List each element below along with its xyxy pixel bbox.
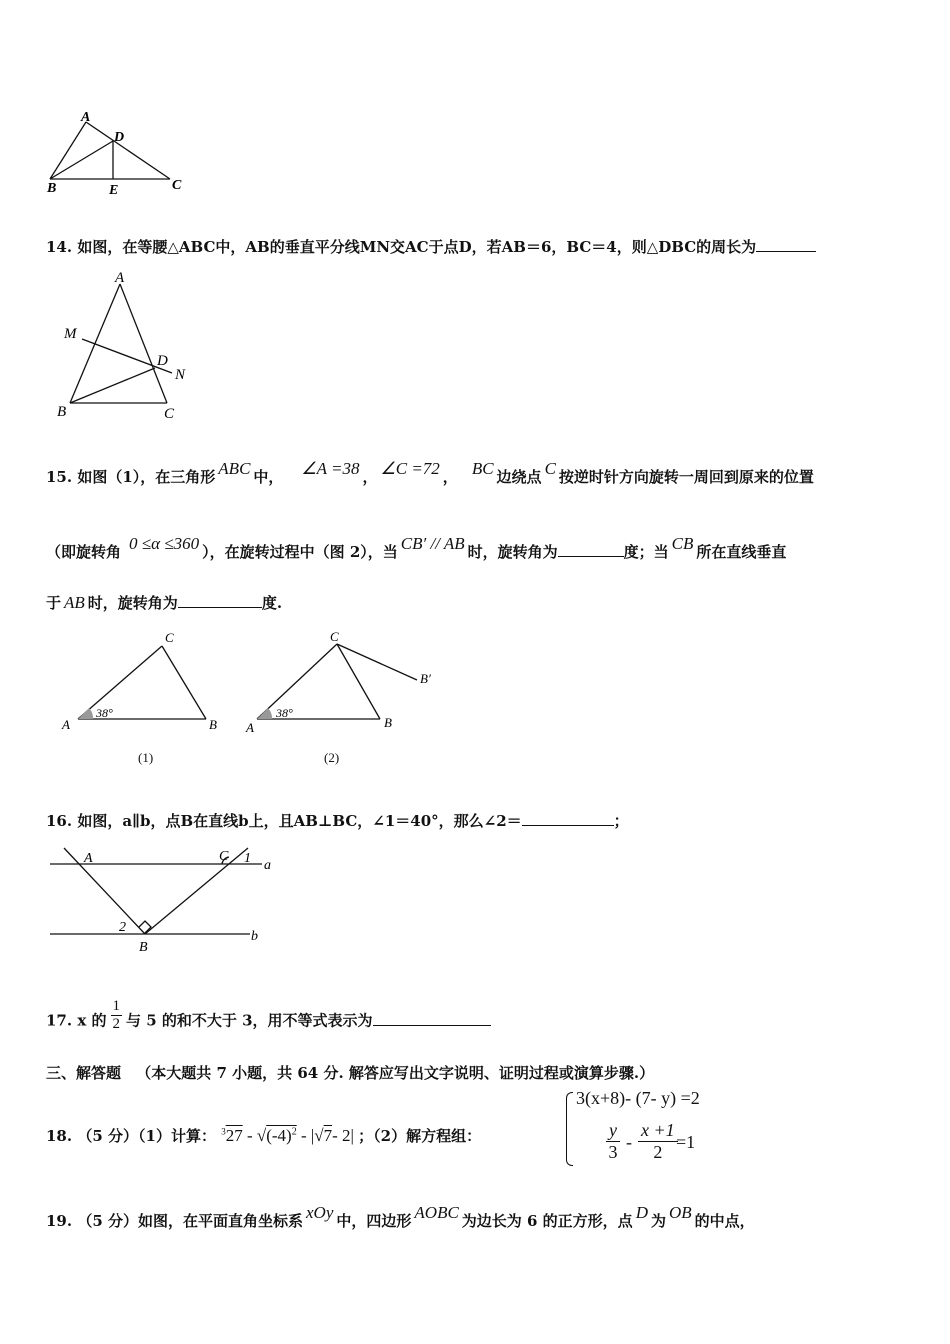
text: ； <box>613 812 629 830</box>
label-a: A <box>62 717 70 732</box>
square-root <box>266 1126 296 1145</box>
label-b: B <box>57 404 67 420</box>
answer-blank-2[interactable] <box>178 607 262 608</box>
eq2-y: y <box>606 1120 620 1142</box>
brace <box>566 1092 573 1166</box>
text: 为边长为 6 的正方形，点 <box>461 1212 633 1230</box>
fraction <box>111 998 123 1033</box>
label-angle-2: 38° <box>276 706 293 720</box>
text: （5 分）如图，在平面直角坐标系 <box>77 1212 304 1230</box>
figure-q16 <box>0 840 950 960</box>
math-parallel: CB′ // AB <box>400 534 465 553</box>
text: 所在直线垂直 <box>696 543 787 561</box>
question-19 <box>46 1203 755 1231</box>
text: ， <box>442 468 458 486</box>
label-angle-1: 1 <box>244 851 251 866</box>
equation-system <box>566 1088 746 1168</box>
text: 中， <box>253 468 284 486</box>
math-abc: ABC <box>218 459 251 478</box>
segment-ab <box>50 122 86 179</box>
label-a: A <box>84 851 93 866</box>
math-range: 0 ≤α ≤360 <box>129 534 200 553</box>
section-description: （本大题共 7 小题，共 64 分. 解答应写出文字说明、证明过程或演算步骤.） <box>136 1064 655 1082</box>
label-c: C <box>219 849 229 864</box>
text: 如图（1），在三角形 <box>77 468 216 486</box>
segment-ac <box>120 284 167 403</box>
label-c: C <box>165 630 174 645</box>
abs-radicand: 7 <box>323 1126 333 1145</box>
math-angle-a: ∠A =38 <box>301 459 360 478</box>
question-number: 17. <box>46 1011 73 1030</box>
calc-expression: $^327 - √(-4)^2 - |√7-$ 2| <box>221 1126 354 1145</box>
question-number: 19. <box>46 1212 73 1230</box>
eq2-2: 2 <box>653 1142 663 1162</box>
label-m: M <box>64 326 77 342</box>
eq2-x: x +1 <box>638 1120 678 1142</box>
text: x 的 <box>77 1011 107 1030</box>
label-b-2: B <box>384 715 392 730</box>
question-15-line-3 <box>46 592 282 613</box>
label-c: C <box>172 178 182 193</box>
question-number: 14. <box>46 238 73 256</box>
exponent: 2 <box>291 1126 297 1138</box>
segment-ac-2 <box>257 644 337 719</box>
segment-cb-prime <box>337 644 417 680</box>
label-b: B <box>139 940 148 955</box>
fraction-denominator: 2 <box>112 1016 121 1032</box>
math-bc: BC <box>471 459 494 478</box>
segment-cb <box>162 646 206 719</box>
angle-marker <box>78 708 93 719</box>
eq2-rhs: =1 <box>676 1132 696 1152</box>
math-cb: CB <box>671 534 694 553</box>
label-b: B <box>47 181 57 196</box>
math-ob: OB <box>668 1203 692 1222</box>
figure-q13 <box>0 0 950 200</box>
label-d: D <box>114 130 125 145</box>
label-angle: 38° <box>96 706 113 720</box>
question-17 <box>46 998 491 1039</box>
text: （5 分）（1）计算： <box>77 1127 216 1145</box>
text: ），在旋转过程中（图 2），当 <box>202 543 398 561</box>
answer-blank-1[interactable] <box>558 556 624 557</box>
equation-1: 3(x+8)- (7- y) =2 <box>576 1088 700 1108</box>
question-15-line-1 <box>46 459 814 487</box>
segment-cb-2 <box>337 644 380 719</box>
text: 与 5 的和不大于 3，用不等式表示为 <box>126 1011 373 1030</box>
text: 于 <box>46 594 62 612</box>
sqrt-radicand: (-4) <box>266 1126 292 1145</box>
math-angle-c: ∠C =72 <box>380 459 440 478</box>
label-b: B <box>209 717 217 732</box>
figure-q14 <box>0 260 950 430</box>
fraction-numerator: 1 <box>112 998 121 1014</box>
text: 中，四边形 <box>336 1212 412 1230</box>
text: 度. <box>261 594 283 612</box>
label-e: E <box>109 183 119 198</box>
angle-marker-2 <box>257 708 272 719</box>
caption-fig-2: (2) <box>324 750 340 765</box>
eq2-3: 3 <box>608 1142 618 1162</box>
question-18 <box>46 1125 481 1146</box>
label-n: N <box>175 367 186 383</box>
text: 的中点， <box>694 1212 755 1230</box>
question-14 <box>46 236 816 257</box>
math-d: D <box>635 1203 648 1222</box>
label-d: D <box>157 353 168 369</box>
cube-root: 27 <box>225 1126 243 1145</box>
segment-bd <box>50 141 113 179</box>
question-16 <box>46 810 629 831</box>
label-b-prime: B′ <box>420 671 431 686</box>
text: 度；当 <box>623 543 669 561</box>
label-a: A <box>81 110 91 125</box>
section-title: 三、解答题 <box>46 1064 122 1082</box>
label-c-2: C <box>330 629 339 644</box>
segment-ac <box>86 122 170 179</box>
figure-q15-1 <box>0 625 460 775</box>
text: 时，旋转角为 <box>467 543 558 561</box>
label-c: C <box>164 406 175 422</box>
text: 边绕点 <box>496 468 542 486</box>
answer-blank[interactable] <box>373 1025 491 1026</box>
question-number: 16. <box>46 812 73 830</box>
eq2-frac-1 <box>606 1120 620 1163</box>
abs-tail: - 2 <box>332 1126 351 1145</box>
question-text: 如图，a∥b，点B在直线b上，且AB⊥BC，∠1＝40°，那么∠2＝ <box>77 812 522 830</box>
label-angle-2: 2 <box>119 920 126 935</box>
text: ；（2）解方程组： <box>358 1127 482 1145</box>
text: 按逆时针方向旋转一周回到原来的位置 <box>558 468 814 486</box>
text: （即旋转角 <box>46 543 122 561</box>
line-bc <box>145 848 248 934</box>
answer-blank[interactable] <box>756 251 816 252</box>
math-c: C <box>544 459 556 478</box>
section-heading <box>46 1062 654 1083</box>
text: 为 <box>650 1212 666 1230</box>
eq2-frac-2 <box>638 1120 678 1163</box>
text: 时，旋转角为 <box>87 594 178 612</box>
caption-fig-1: (1) <box>138 750 154 765</box>
answer-blank[interactable] <box>522 825 614 826</box>
question-number: 18. <box>46 1127 73 1145</box>
question-number: 15. <box>46 468 73 486</box>
text: ， <box>362 468 378 486</box>
math-ab: AB <box>64 593 85 612</box>
label-a: A <box>115 270 125 286</box>
line-ab <box>64 848 145 934</box>
label-line-a: a <box>264 858 271 873</box>
math-xoy: xOy <box>306 1203 334 1222</box>
segment-ac <box>78 646 162 719</box>
math-aobc: AOBC <box>414 1203 459 1222</box>
question-15-line-2 <box>46 534 787 562</box>
label-a-2: A <box>246 720 254 735</box>
question-text: 如图，在等腰△ABC中，AB的垂直平分线MN交AC于点D，若AB＝6，BC＝4，则△DBC的周长为 <box>77 238 757 256</box>
minus: - <box>626 1132 632 1152</box>
label-line-b: b <box>251 929 258 944</box>
